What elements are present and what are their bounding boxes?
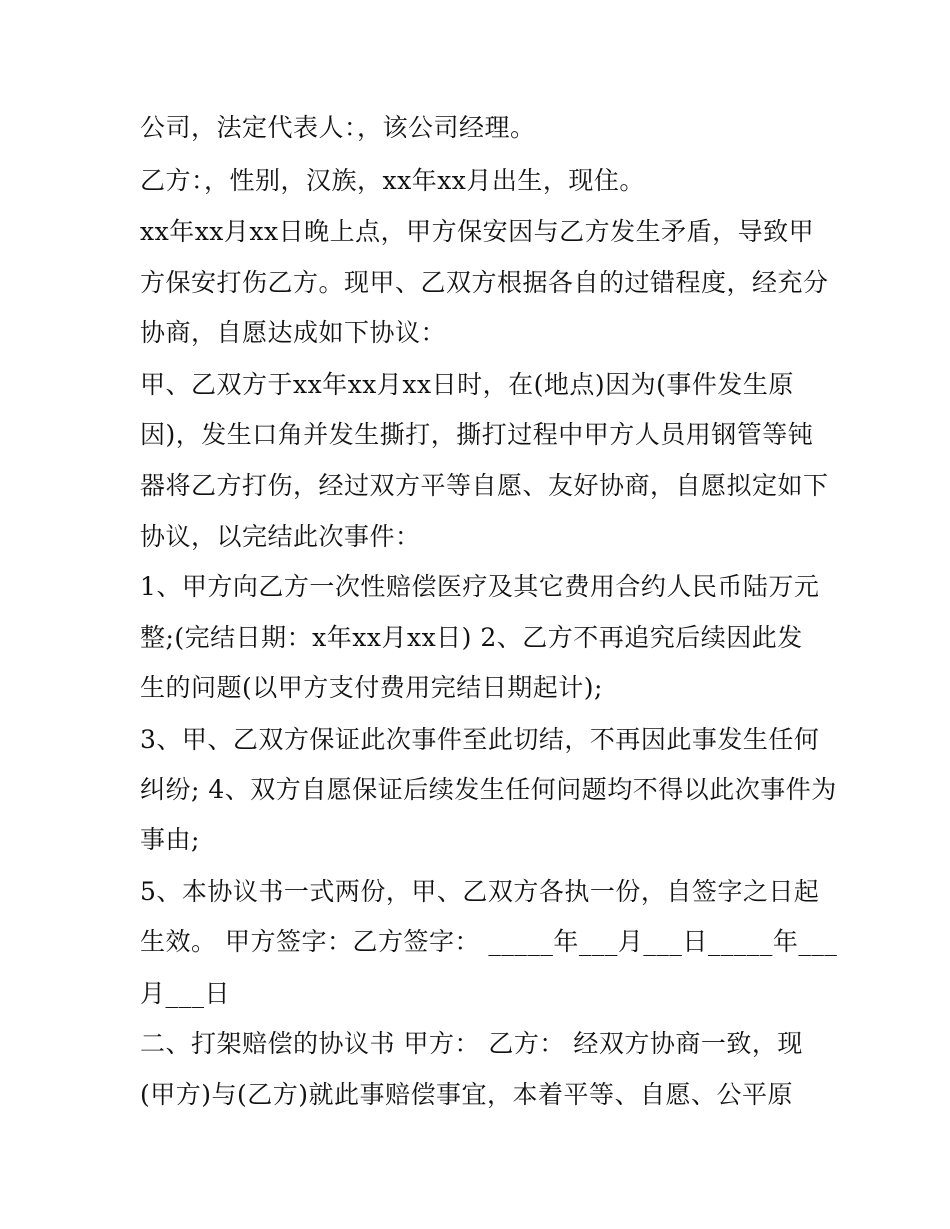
text-line-7: 因)，发生口角并发生撕打，撕打过程中甲方人员用钢管等钝	[140, 420, 814, 449]
text-line-16: 5、本协议书一式两份，甲、乙双方各执一份，自签字之日起	[140, 877, 820, 906]
text-line-15: 事由;	[140, 825, 200, 854]
text-line-17: 生效。 甲方签字：乙方签字： _____年___月___日_____年___	[140, 927, 838, 956]
text-line-20: (甲方)与(乙方)就此事赔偿事宜，本着平等、自愿、公平原	[140, 1080, 794, 1109]
text-line-4: 方保安打伤乙方。现甲、乙双方根据各自的过错程度，经充分	[140, 268, 829, 297]
text-line-12: 生的问题(以甲方支付费用完结日期起计);	[140, 673, 603, 702]
text-line-19: 二、打架赔偿的协议书 甲方： 乙方： 经双方协商一致，现	[140, 1029, 803, 1058]
text-line-2: 乙方：，性别，汉族，xx年xx月出生，现住。	[140, 166, 645, 195]
text-line-18: 月___日	[140, 979, 231, 1008]
text-line-3: xx年xx月xx日晚上点，甲方保安因与乙方发生矛盾，导致甲	[140, 217, 815, 246]
text-line-1: 公司，法定代表人：，该公司经理。	[140, 113, 536, 142]
text-line-13: 3、甲、乙双方保证此次事件至此切结，不再因此事发生任何	[140, 725, 820, 754]
text-line-5: 协商，自愿达成如下协议：	[140, 318, 447, 347]
text-line-14: 纠纷; 4、双方自愿保证后续发生任何问题均不得以此次事件为	[140, 775, 837, 804]
text-line-6: 甲、乙双方于xx年xx月xx日时，在(地点)因为(事件发生原	[140, 370, 794, 399]
text-line-8: 器将乙方打伤，经过双方平等自愿、友好协商，自愿拟定如下	[140, 471, 829, 500]
text-line-11: 整;(完结日期：x年xx月xx日) 2、乙方不再追究后续因此发	[140, 623, 803, 652]
text-line-9: 协议，以完结此次事件：	[140, 522, 421, 551]
text-line-10: 1、甲方向乙方一次性赔偿医疗及其它费用合约人民币陆万元	[140, 572, 820, 601]
